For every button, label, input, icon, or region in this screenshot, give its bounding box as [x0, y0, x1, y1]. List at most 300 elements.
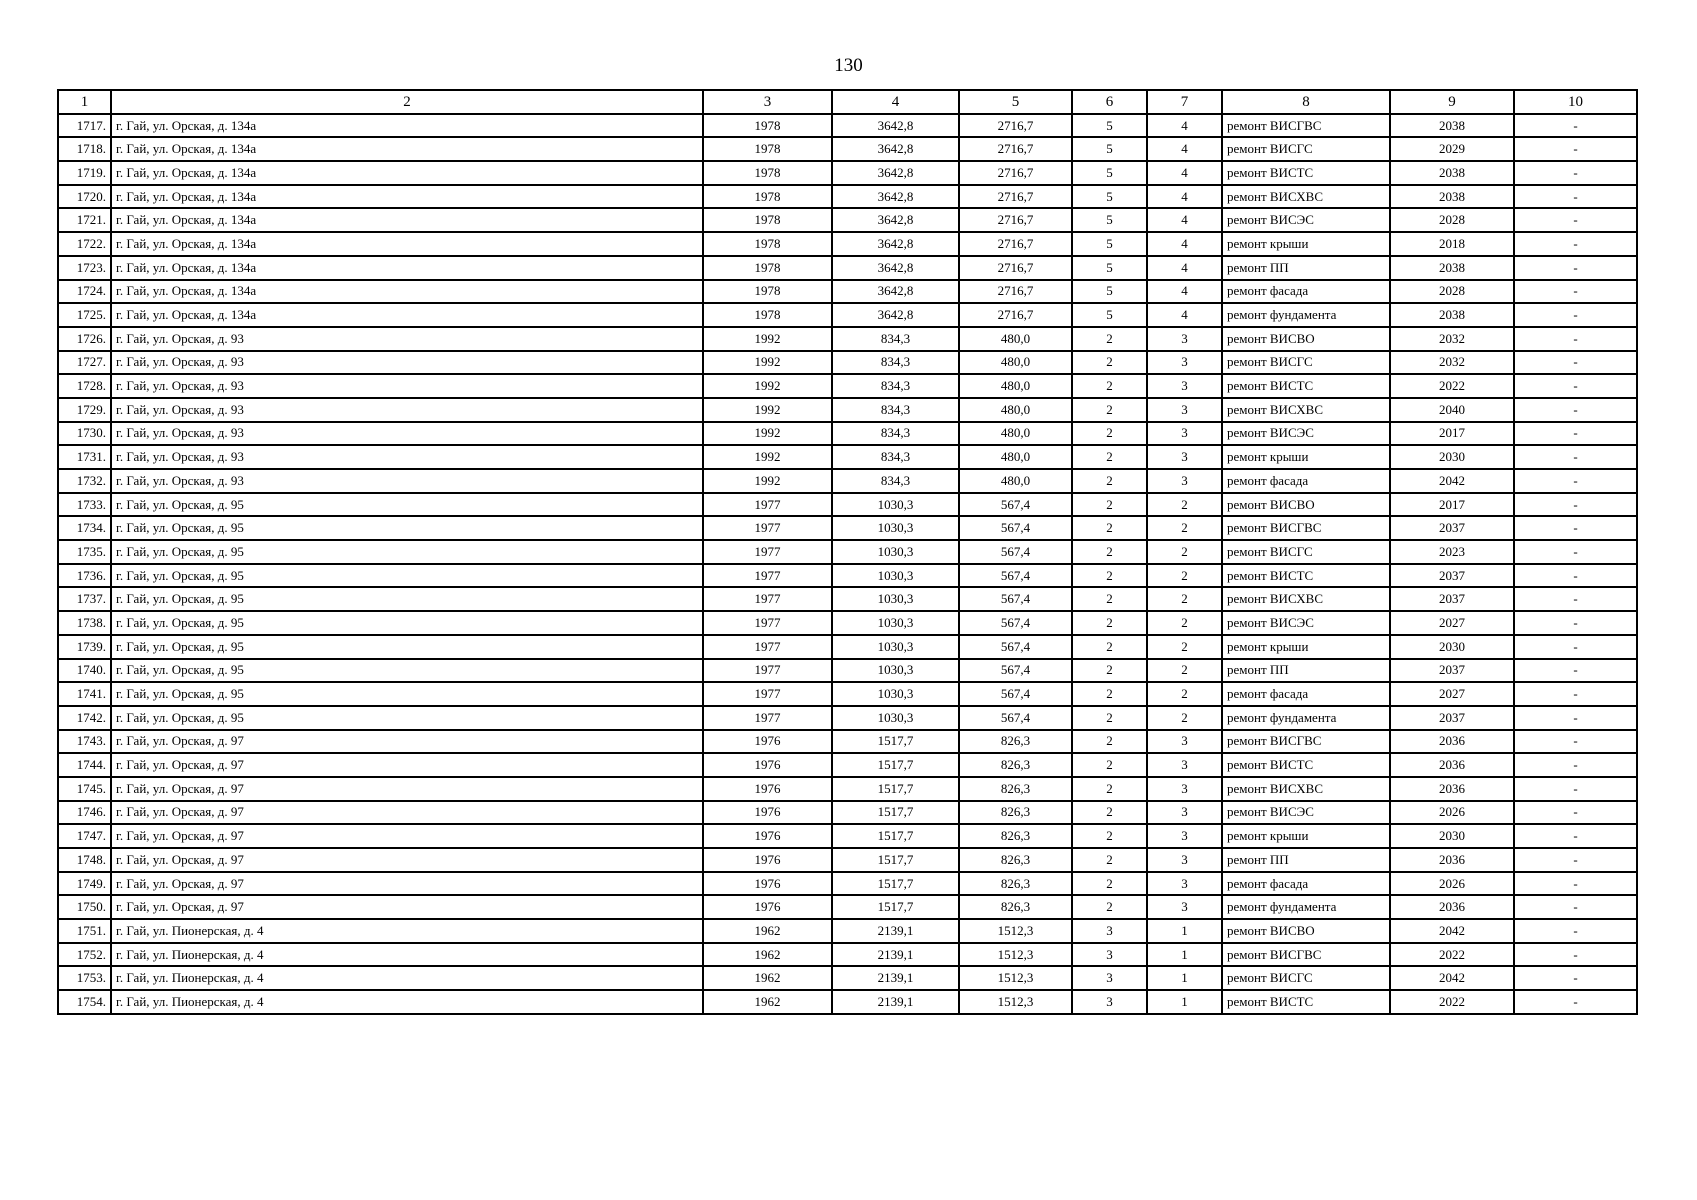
column-header: 7	[1147, 90, 1222, 114]
table-row	[58, 919, 1637, 943]
cell-row-number: 1721.	[58, 208, 111, 232]
cell-total-area: 834,3	[832, 351, 959, 375]
cell-row-number: 1742.	[58, 706, 111, 730]
cell-work-type: ремонт ВИСХВС	[1222, 777, 1390, 801]
cell-note: -	[1514, 540, 1637, 564]
cell-work-type: ремонт ВИСГВС	[1222, 516, 1390, 540]
cell-entrances: 2	[1147, 493, 1222, 517]
table-row	[58, 445, 1637, 469]
cell-entrances: 4	[1147, 137, 1222, 161]
cell-address: г. Гай, ул. Орская, д. 93	[111, 351, 703, 375]
cell-address: г. Гай, ул. Орская, д. 134а	[111, 208, 703, 232]
cell-living-area: 826,3	[959, 848, 1072, 872]
cell-year-built: 1976	[703, 872, 832, 896]
cell-floors: 3	[1072, 966, 1147, 990]
cell-year-built: 1977	[703, 706, 832, 730]
cell-work-type: ремонт ПП	[1222, 256, 1390, 280]
cell-planned-year: 2037	[1390, 564, 1514, 588]
cell-floors: 2	[1072, 659, 1147, 683]
cell-note: -	[1514, 635, 1637, 659]
cell-entrances: 4	[1147, 256, 1222, 280]
cell-address: г. Гай, ул. Орская, д. 134а	[111, 161, 703, 185]
cell-note: -	[1514, 256, 1637, 280]
cell-work-type: ремонт ВИСВО	[1222, 919, 1390, 943]
cell-floors: 2	[1072, 587, 1147, 611]
cell-floors: 2	[1072, 895, 1147, 919]
cell-work-type: ремонт ВИСХВС	[1222, 398, 1390, 422]
cell-floors: 3	[1072, 990, 1147, 1014]
cell-floors: 2	[1072, 351, 1147, 375]
cell-total-area: 834,3	[832, 422, 959, 446]
table-row	[58, 185, 1637, 209]
cell-row-number: 1740.	[58, 659, 111, 683]
cell-address: г. Гай, ул. Орская, д. 95	[111, 706, 703, 730]
registry-table	[57, 89, 1638, 1015]
cell-planned-year: 2023	[1390, 540, 1514, 564]
cell-row-number: 1743.	[58, 730, 111, 754]
cell-year-built: 1976	[703, 753, 832, 777]
cell-address: г. Гай, ул. Орская, д. 97	[111, 801, 703, 825]
cell-living-area: 1512,3	[959, 990, 1072, 1014]
cell-address: г. Гай, ул. Орская, д. 97	[111, 753, 703, 777]
cell-floors: 2	[1072, 635, 1147, 659]
cell-address: г. Гай, ул. Орская, д. 134а	[111, 114, 703, 138]
cell-living-area: 567,4	[959, 493, 1072, 517]
cell-planned-year: 2037	[1390, 659, 1514, 683]
cell-note: -	[1514, 659, 1637, 683]
cell-total-area: 1030,3	[832, 493, 959, 517]
cell-work-type: ремонт фундамента	[1222, 706, 1390, 730]
cell-total-area: 834,3	[832, 374, 959, 398]
cell-row-number: 1747.	[58, 824, 111, 848]
cell-living-area: 2716,7	[959, 256, 1072, 280]
table-row	[58, 966, 1637, 990]
cell-entrances: 2	[1147, 682, 1222, 706]
cell-year-built: 1978	[703, 185, 832, 209]
cell-year-built: 1977	[703, 564, 832, 588]
cell-planned-year: 2022	[1390, 990, 1514, 1014]
column-header: 6	[1072, 90, 1147, 114]
cell-address: г. Гай, ул. Орская, д. 95	[111, 564, 703, 588]
cell-floors: 2	[1072, 611, 1147, 635]
cell-entrances: 2	[1147, 635, 1222, 659]
cell-planned-year: 2028	[1390, 280, 1514, 304]
cell-total-area: 1030,3	[832, 682, 959, 706]
cell-work-type: ремонт ВИСЭС	[1222, 611, 1390, 635]
cell-planned-year: 2038	[1390, 256, 1514, 280]
cell-entrances: 3	[1147, 777, 1222, 801]
cell-total-area: 1030,3	[832, 587, 959, 611]
cell-total-area: 2139,1	[832, 919, 959, 943]
cell-floors: 2	[1072, 469, 1147, 493]
column-header: 2	[111, 90, 703, 114]
cell-work-type: ремонт ВИСТС	[1222, 161, 1390, 185]
cell-address: г. Гай, ул. Орская, д. 95	[111, 659, 703, 683]
cell-planned-year: 2036	[1390, 753, 1514, 777]
cell-floors: 2	[1072, 445, 1147, 469]
cell-total-area: 2139,1	[832, 943, 959, 967]
cell-living-area: 2716,7	[959, 137, 1072, 161]
cell-work-type: ремонт ВИСЭС	[1222, 422, 1390, 446]
cell-total-area: 3642,8	[832, 280, 959, 304]
cell-living-area: 567,4	[959, 516, 1072, 540]
cell-floors: 5	[1072, 114, 1147, 138]
cell-living-area: 826,3	[959, 824, 1072, 848]
cell-work-type: ремонт крыши	[1222, 635, 1390, 659]
cell-planned-year: 2017	[1390, 493, 1514, 517]
cell-total-area: 834,3	[832, 398, 959, 422]
cell-work-type: ремонт ПП	[1222, 659, 1390, 683]
cell-year-built: 1962	[703, 919, 832, 943]
cell-planned-year: 2018	[1390, 232, 1514, 256]
cell-living-area: 480,0	[959, 398, 1072, 422]
cell-entrances: 2	[1147, 611, 1222, 635]
cell-living-area: 826,3	[959, 872, 1072, 896]
cell-planned-year: 2027	[1390, 682, 1514, 706]
cell-note: -	[1514, 422, 1637, 446]
cell-note: -	[1514, 706, 1637, 730]
cell-planned-year: 2032	[1390, 351, 1514, 375]
cell-total-area: 3642,8	[832, 161, 959, 185]
cell-entrances: 3	[1147, 872, 1222, 896]
cell-year-built: 1962	[703, 966, 832, 990]
cell-planned-year: 2017	[1390, 422, 1514, 446]
cell-address: г. Гай, ул. Орская, д. 93	[111, 398, 703, 422]
cell-entrances: 1	[1147, 966, 1222, 990]
cell-planned-year: 2032	[1390, 327, 1514, 351]
cell-address: г. Гай, ул. Орская, д. 97	[111, 824, 703, 848]
cell-work-type: ремонт ВИСГВС	[1222, 730, 1390, 754]
cell-planned-year: 2030	[1390, 445, 1514, 469]
cell-row-number: 1752.	[58, 943, 111, 967]
cell-total-area: 1517,7	[832, 895, 959, 919]
cell-floors: 3	[1072, 943, 1147, 967]
cell-entrances: 3	[1147, 374, 1222, 398]
cell-floors: 2	[1072, 801, 1147, 825]
cell-living-area: 480,0	[959, 422, 1072, 446]
cell-floors: 2	[1072, 398, 1147, 422]
cell-note: -	[1514, 777, 1637, 801]
cell-row-number: 1749.	[58, 872, 111, 896]
cell-planned-year: 2028	[1390, 208, 1514, 232]
cell-total-area: 1030,3	[832, 611, 959, 635]
cell-row-number: 1741.	[58, 682, 111, 706]
column-header: 1	[58, 90, 111, 114]
cell-work-type: ремонт ПП	[1222, 848, 1390, 872]
cell-year-built: 1992	[703, 327, 832, 351]
cell-entrances: 3	[1147, 824, 1222, 848]
cell-note: -	[1514, 682, 1637, 706]
cell-floors: 2	[1072, 848, 1147, 872]
cell-floors: 2	[1072, 327, 1147, 351]
cell-year-built: 1962	[703, 990, 832, 1014]
cell-living-area: 567,4	[959, 635, 1072, 659]
cell-address: г. Гай, ул. Орская, д. 95	[111, 635, 703, 659]
cell-address: г. Гай, ул. Орская, д. 97	[111, 848, 703, 872]
cell-entrances: 4	[1147, 161, 1222, 185]
table-row	[58, 611, 1637, 635]
cell-note: -	[1514, 327, 1637, 351]
cell-work-type: ремонт ВИСГВС	[1222, 114, 1390, 138]
cell-living-area: 2716,7	[959, 232, 1072, 256]
cell-note: -	[1514, 374, 1637, 398]
cell-note: -	[1514, 966, 1637, 990]
cell-year-built: 1977	[703, 659, 832, 683]
table-row	[58, 398, 1637, 422]
table-row	[58, 516, 1637, 540]
table-row	[58, 232, 1637, 256]
cell-living-area: 567,4	[959, 682, 1072, 706]
cell-address: г. Гай, ул. Орская, д. 95	[111, 540, 703, 564]
cell-work-type: ремонт фасада	[1222, 682, 1390, 706]
cell-total-area: 3642,8	[832, 256, 959, 280]
cell-row-number: 1727.	[58, 351, 111, 375]
cell-work-type: ремонт ВИСВО	[1222, 327, 1390, 351]
cell-note: -	[1514, 280, 1637, 304]
cell-year-built: 1992	[703, 351, 832, 375]
cell-entrances: 3	[1147, 445, 1222, 469]
cell-entrances: 3	[1147, 327, 1222, 351]
table-row	[58, 469, 1637, 493]
cell-total-area: 3642,8	[832, 137, 959, 161]
cell-total-area: 1517,7	[832, 848, 959, 872]
cell-address: г. Гай, ул. Орская, д. 134а	[111, 185, 703, 209]
cell-year-built: 1977	[703, 611, 832, 635]
cell-year-built: 1976	[703, 824, 832, 848]
cell-address: г. Гай, ул. Орская, д. 93	[111, 374, 703, 398]
cell-row-number: 1753.	[58, 966, 111, 990]
cell-total-area: 1517,7	[832, 753, 959, 777]
cell-total-area: 1030,3	[832, 706, 959, 730]
cell-note: -	[1514, 611, 1637, 635]
cell-work-type: ремонт ВИСГС	[1222, 540, 1390, 564]
cell-floors: 5	[1072, 161, 1147, 185]
cell-note: -	[1514, 919, 1637, 943]
cell-total-area: 1517,7	[832, 824, 959, 848]
table-row	[58, 208, 1637, 232]
table-row	[58, 280, 1637, 304]
cell-total-area: 1030,3	[832, 564, 959, 588]
table-row	[58, 137, 1637, 161]
cell-living-area: 480,0	[959, 351, 1072, 375]
cell-row-number: 1739.	[58, 635, 111, 659]
cell-address: г. Гай, ул. Пионерская, д. 4	[111, 990, 703, 1014]
cell-living-area: 480,0	[959, 469, 1072, 493]
cell-floors: 2	[1072, 872, 1147, 896]
cell-note: -	[1514, 161, 1637, 185]
cell-total-area: 834,3	[832, 469, 959, 493]
cell-row-number: 1733.	[58, 493, 111, 517]
cell-work-type: ремонт ВИСГС	[1222, 966, 1390, 990]
cell-entrances: 4	[1147, 303, 1222, 327]
cell-entrances: 3	[1147, 730, 1222, 754]
cell-row-number: 1754.	[58, 990, 111, 1014]
cell-entrances: 4	[1147, 232, 1222, 256]
cell-note: -	[1514, 351, 1637, 375]
cell-address: г. Гай, ул. Орская, д. 97	[111, 895, 703, 919]
cell-row-number: 1750.	[58, 895, 111, 919]
cell-note: -	[1514, 801, 1637, 825]
cell-note: -	[1514, 232, 1637, 256]
table-row	[58, 422, 1637, 446]
cell-work-type: ремонт крыши	[1222, 824, 1390, 848]
cell-planned-year: 2042	[1390, 919, 1514, 943]
cell-living-area: 567,4	[959, 611, 1072, 635]
cell-row-number: 1720.	[58, 185, 111, 209]
table-row	[58, 682, 1637, 706]
cell-floors: 5	[1072, 232, 1147, 256]
cell-year-built: 1976	[703, 895, 832, 919]
cell-planned-year: 2029	[1390, 137, 1514, 161]
cell-planned-year: 2030	[1390, 635, 1514, 659]
table-row	[58, 824, 1637, 848]
cell-entrances: 1	[1147, 919, 1222, 943]
cell-address: г. Гай, ул. Орская, д. 134а	[111, 303, 703, 327]
cell-living-area: 2716,7	[959, 185, 1072, 209]
cell-row-number: 1728.	[58, 374, 111, 398]
cell-planned-year: 2036	[1390, 730, 1514, 754]
cell-note: -	[1514, 445, 1637, 469]
cell-note: -	[1514, 137, 1637, 161]
cell-floors: 5	[1072, 208, 1147, 232]
cell-year-built: 1976	[703, 801, 832, 825]
table-row	[58, 990, 1637, 1014]
cell-work-type: ремонт ВИСТС	[1222, 990, 1390, 1014]
cell-work-type: ремонт ВИСТС	[1222, 753, 1390, 777]
cell-entrances: 4	[1147, 280, 1222, 304]
table-header-row	[58, 90, 1637, 114]
cell-year-built: 1978	[703, 114, 832, 138]
cell-note: -	[1514, 990, 1637, 1014]
cell-address: г. Гай, ул. Пионерская, д. 4	[111, 966, 703, 990]
cell-floors: 5	[1072, 185, 1147, 209]
cell-work-type: ремонт фундамента	[1222, 303, 1390, 327]
cell-floors: 5	[1072, 137, 1147, 161]
cell-planned-year: 2036	[1390, 895, 1514, 919]
column-header: 9	[1390, 90, 1514, 114]
cell-planned-year: 2040	[1390, 398, 1514, 422]
cell-row-number: 1724.	[58, 280, 111, 304]
cell-year-built: 1978	[703, 303, 832, 327]
cell-row-number: 1723.	[58, 256, 111, 280]
cell-note: -	[1514, 516, 1637, 540]
cell-year-built: 1992	[703, 374, 832, 398]
cell-total-area: 1030,3	[832, 540, 959, 564]
cell-entrances: 3	[1147, 848, 1222, 872]
cell-living-area: 826,3	[959, 753, 1072, 777]
column-header: 4	[832, 90, 959, 114]
cell-note: -	[1514, 185, 1637, 209]
cell-address: г. Гай, ул. Орская, д. 93	[111, 327, 703, 351]
cell-floors: 5	[1072, 280, 1147, 304]
cell-note: -	[1514, 824, 1637, 848]
cell-year-built: 1976	[703, 777, 832, 801]
table-row	[58, 161, 1637, 185]
cell-living-area: 2716,7	[959, 114, 1072, 138]
cell-entrances: 4	[1147, 185, 1222, 209]
cell-address: г. Гай, ул. Пионерская, д. 4	[111, 919, 703, 943]
cell-living-area: 826,3	[959, 777, 1072, 801]
cell-work-type: ремонт ВИСВО	[1222, 493, 1390, 517]
cell-entrances: 2	[1147, 564, 1222, 588]
cell-year-built: 1976	[703, 848, 832, 872]
table-row	[58, 256, 1637, 280]
cell-living-area: 826,3	[959, 895, 1072, 919]
cell-address: г. Гай, ул. Орская, д. 134а	[111, 280, 703, 304]
cell-entrances: 2	[1147, 516, 1222, 540]
cell-entrances: 2	[1147, 540, 1222, 564]
cell-row-number: 1734.	[58, 516, 111, 540]
cell-address: г. Гай, ул. Орская, д. 93	[111, 445, 703, 469]
table-row	[58, 374, 1637, 398]
cell-entrances: 2	[1147, 587, 1222, 611]
cell-note: -	[1514, 895, 1637, 919]
cell-total-area: 3642,8	[832, 208, 959, 232]
cell-total-area: 1517,7	[832, 872, 959, 896]
cell-living-area: 826,3	[959, 801, 1072, 825]
cell-row-number: 1751.	[58, 919, 111, 943]
cell-row-number: 1722.	[58, 232, 111, 256]
cell-entrances: 3	[1147, 422, 1222, 446]
cell-entrances: 3	[1147, 469, 1222, 493]
table-row	[58, 587, 1637, 611]
cell-planned-year: 2022	[1390, 943, 1514, 967]
cell-row-number: 1735.	[58, 540, 111, 564]
cell-year-built: 1977	[703, 635, 832, 659]
cell-floors: 5	[1072, 303, 1147, 327]
cell-note: -	[1514, 398, 1637, 422]
cell-living-area: 567,4	[959, 706, 1072, 730]
cell-note: -	[1514, 303, 1637, 327]
cell-living-area: 2716,7	[959, 208, 1072, 232]
cell-address: г. Гай, ул. Орская, д. 95	[111, 516, 703, 540]
cell-row-number: 1719.	[58, 161, 111, 185]
cell-row-number: 1726.	[58, 327, 111, 351]
table-row	[58, 777, 1637, 801]
cell-year-built: 1978	[703, 256, 832, 280]
table-row	[58, 493, 1637, 517]
column-header: 8	[1222, 90, 1390, 114]
cell-year-built: 1977	[703, 516, 832, 540]
cell-living-area: 480,0	[959, 374, 1072, 398]
cell-year-built: 1978	[703, 161, 832, 185]
cell-work-type: ремонт фасада	[1222, 280, 1390, 304]
cell-floors: 2	[1072, 422, 1147, 446]
cell-note: -	[1514, 208, 1637, 232]
cell-address: г. Гай, ул. Орская, д. 97	[111, 730, 703, 754]
cell-floors: 2	[1072, 753, 1147, 777]
column-header: 3	[703, 90, 832, 114]
cell-total-area: 1030,3	[832, 659, 959, 683]
cell-work-type: ремонт фасада	[1222, 872, 1390, 896]
table-row	[58, 872, 1637, 896]
cell-year-built: 1992	[703, 445, 832, 469]
cell-floors: 2	[1072, 777, 1147, 801]
cell-entrances: 4	[1147, 114, 1222, 138]
page-number: 130	[834, 55, 863, 76]
cell-planned-year: 2037	[1390, 706, 1514, 730]
column-header: 5	[959, 90, 1072, 114]
cell-note: -	[1514, 114, 1637, 138]
table-row	[58, 895, 1637, 919]
cell-work-type: ремонт ВИСХВС	[1222, 185, 1390, 209]
cell-work-type: ремонт крыши	[1222, 445, 1390, 469]
cell-entrances: 4	[1147, 208, 1222, 232]
table-row	[58, 540, 1637, 564]
cell-planned-year: 2026	[1390, 872, 1514, 896]
cell-total-area: 1517,7	[832, 730, 959, 754]
cell-total-area: 1030,3	[832, 516, 959, 540]
